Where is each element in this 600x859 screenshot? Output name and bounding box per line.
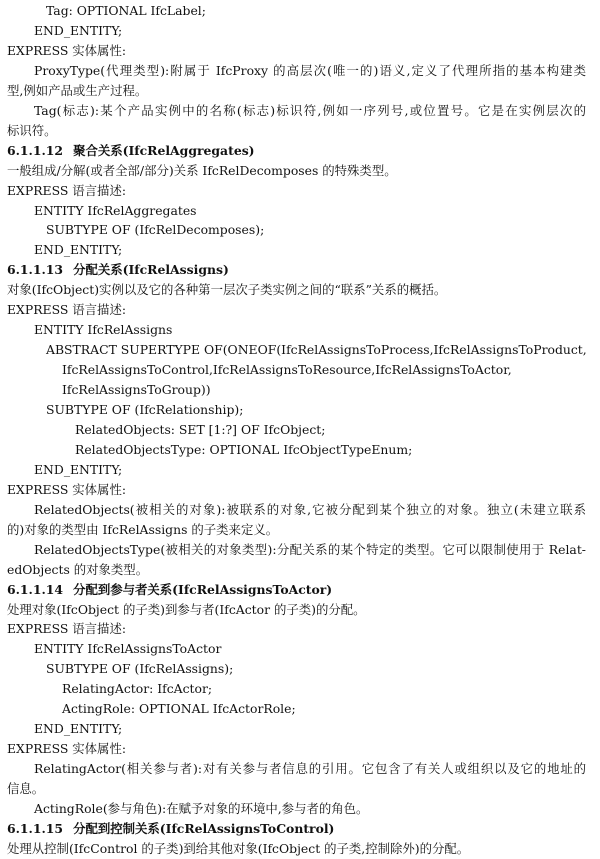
text-line: RelatedObjects(被相关的对象):被联系的对象,它被分配到某个独立的对象。独立(未建立联系 bbox=[34, 501, 586, 517]
code-line: RelatedObjectsType: OPTIONAL IfcObjectTypeEnum; bbox=[75, 441, 413, 457]
code-line: ENTITY IfcRelAssignsToActor bbox=[34, 641, 222, 657]
text-line: 处理对象(IfcObject 的子类)到参与者(IfcActor 的子类)的分配。 bbox=[7, 601, 366, 617]
code-line: ActingRole: OPTIONAL IfcActorRole; bbox=[62, 701, 296, 717]
text-line: ProxyType(代理类型):附属于 IfcProxy 的高层次(唯一的)语义,定义了代理所指的基本构建类 bbox=[34, 62, 586, 78]
express-label: EXPRESS 实体属性: bbox=[7, 481, 127, 497]
code-line: SUBTYPE OF (IfcRelationship); bbox=[46, 402, 244, 417]
section-heading bbox=[0, 579, 600, 600]
code-line: ENTITY IfcRelAssigns bbox=[34, 322, 173, 338]
code-line: IfcRelAssignsToGroup)) bbox=[62, 382, 211, 398]
express-label: EXPRESS 语言描述: bbox=[7, 302, 127, 318]
express-label: EXPRESS 实体属性: bbox=[7, 741, 127, 757]
section-heading bbox=[0, 259, 600, 280]
text-line: 标识符。 bbox=[7, 122, 57, 138]
code-line: END_ENTITY; bbox=[34, 721, 123, 737]
code-line: END_ENTITY; bbox=[34, 22, 123, 38]
code-line: RelatedObjects: SET [1:?] OF IfcObject; bbox=[75, 421, 326, 437]
text-line: Tag(标志):某个产品实例中的名称(标志)标识符,例如一序列号,或位置号。它是在实例层次的 bbox=[34, 102, 586, 118]
section-title: 分配关系(IfcRelAssigns) bbox=[73, 262, 229, 278]
code-line: SUBTYPE OF (IfcRelAssigns); bbox=[46, 661, 234, 677]
section-number: 6.1.1.15 bbox=[7, 820, 64, 836]
code-line: END_ENTITY; bbox=[34, 461, 123, 477]
code-line: ENTITY IfcRelAggregates bbox=[34, 202, 197, 218]
text-line: RelatedObjectsType(被相关的对象类型):分配关系的某个特定的类型。它可以限制使用于 Relat- bbox=[34, 541, 586, 557]
section-number: 6.1.1.14 bbox=[7, 581, 64, 597]
text-line: 处理从控制(IfcControl 的子类)到给其他对象(IfcObject 的子类,控制除外)的分配。 bbox=[7, 840, 470, 856]
text-line: ActingRole(参与角色):在赋予对象的环境中,参与者的角色。 bbox=[34, 801, 369, 816]
express-label: EXPRESS 语言描述: bbox=[7, 182, 127, 198]
code-line: IfcRelAssignsToControl,IfcRelAssignsToResource,IfcRelAssignsToActor, bbox=[62, 362, 512, 378]
express-label: EXPRESS 语言描述: bbox=[7, 621, 127, 637]
code-line: Tag: OPTIONAL IfcLabel; bbox=[46, 3, 206, 18]
code-line: END_ENTITY; bbox=[34, 242, 123, 258]
text-line: 一般组成/分解(或者全部/部分)关系 IfcRelDecomposes 的特殊类型。 bbox=[7, 162, 397, 178]
section-number: 6.1.1.12 bbox=[7, 142, 64, 158]
section-heading bbox=[0, 140, 600, 161]
code-line: RelatingActor: IfcActor; bbox=[62, 681, 213, 697]
text-line: 型,例如产品或生产过程。 bbox=[7, 82, 148, 98]
section-heading bbox=[0, 818, 600, 839]
express-label: EXPRESS 实体属性: bbox=[7, 42, 127, 58]
code-line: ABSTRACT SUPERTYPE OF(ONEOF(IfcRelAssignsToProcess,IfcRelAssignsToProduct, bbox=[46, 342, 587, 358]
text-line: RelatingActor(相关参与者):对有关参与者信息的引用。它包含了有关人或组织以及它的地址的 bbox=[34, 761, 586, 777]
text-line: 信息。 bbox=[7, 781, 45, 796]
text-line: edObjects 的对象类型。 bbox=[7, 561, 149, 577]
section-number: 6.1.1.13 bbox=[7, 262, 64, 278]
text-line: 对象(IfcObject)实例以及它的各种第一层次子类实例之间的“联系”关系的概括。 bbox=[7, 282, 447, 298]
section-title: 聚合关系(IfcRelAggregates) bbox=[73, 142, 255, 158]
text-line: 的)对象的类型由 IfcRelAssigns 的子类来定义。 bbox=[7, 521, 279, 537]
section-title: 分配到参与者关系(IfcRelAssignsToActor) bbox=[73, 581, 333, 597]
code-line: SUBTYPE OF (IfcRelDecomposes); bbox=[46, 222, 265, 238]
section-title: 分配到控制关系(IfcRelAssignsToControl) bbox=[73, 820, 335, 836]
